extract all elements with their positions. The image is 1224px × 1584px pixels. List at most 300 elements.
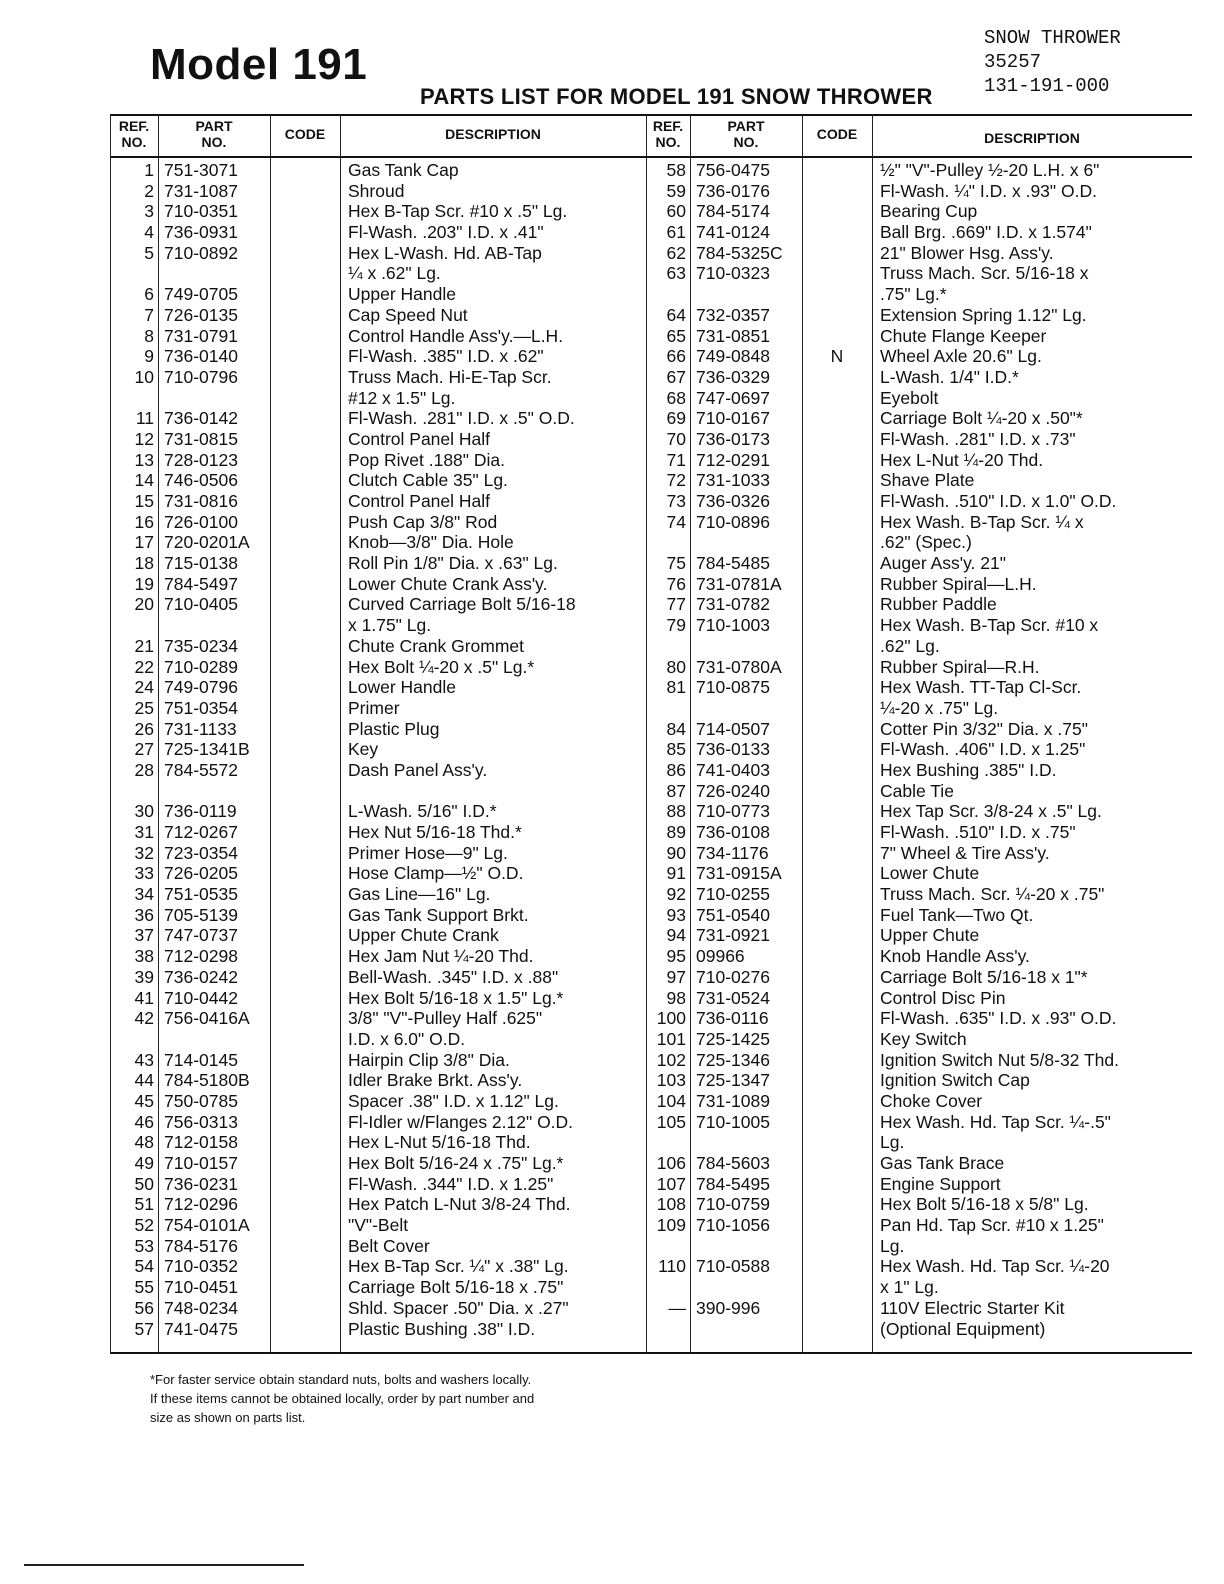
ref-number: 55 (134, 1277, 154, 1298)
table-row (646, 863, 1192, 884)
description-cell: I.D. x 6.0" O.D. (348, 1028, 466, 1049)
part-number: 747-0697 (696, 387, 770, 408)
ref-number: 106 (656, 1153, 686, 1173)
ref-number: 74 (666, 511, 686, 532)
ref-number: 90 (666, 842, 686, 863)
ref-number: 6 (144, 284, 154, 305)
ref-number: 53 (134, 1235, 154, 1256)
description-cell: Spacer .38" I.D. x 1.12" Lg. (348, 1090, 559, 1111)
part-number: 710-0759 (696, 1194, 770, 1215)
table-row (110, 1236, 646, 1257)
part-number: 726-0100 (164, 511, 238, 532)
description-cell: Idler Brake Brkt. Ass'y. (348, 1070, 523, 1091)
ref-number: 52 (134, 1215, 154, 1236)
part-number: 756-0313 (164, 1111, 238, 1132)
description-cell: Eyebolt (880, 387, 939, 408)
part-number: 751-0535 (164, 884, 238, 905)
parts-column-right (646, 160, 1192, 1339)
ref-number: 15 (134, 491, 154, 511)
ref-number: 105 (656, 1111, 686, 1132)
part-number: 710-0405 (164, 594, 238, 615)
table-row (110, 1215, 646, 1236)
table-row (646, 532, 1192, 553)
part-number: 710-0323 (696, 263, 770, 284)
ref-number: 13 (134, 449, 154, 470)
table-row (110, 1050, 646, 1071)
part-number: 728-0123 (164, 449, 238, 470)
part-number: 710-0157 (164, 1153, 238, 1173)
description-cell: .62" Lg. (880, 635, 940, 656)
header-ref-no: REF. NO. (118, 118, 150, 150)
description-cell: Wheel Axle 20.6" Lg. (880, 346, 1042, 367)
table-row (110, 491, 646, 512)
table-row (646, 284, 1192, 305)
part-number: 754-0101A (164, 1215, 250, 1236)
table-row (646, 1174, 1192, 1195)
description-cell: Primer Hose—9" Lg. (348, 842, 508, 863)
description-cell: Fuel Tank—Two Qt. (880, 904, 1034, 925)
ref-number: 42 (134, 1008, 154, 1029)
table-row (110, 326, 646, 347)
description-cell: Cotter Pin 3/32" Dia. x .75" (880, 718, 1088, 739)
table-top-rule (110, 114, 1192, 116)
part-number: 736-0116 (696, 1008, 769, 1029)
description-cell: Fl-Wash. .203" I.D. x .41" (348, 222, 544, 243)
table-row (646, 657, 1192, 678)
part-number: 710-1003 (696, 615, 770, 636)
ref-number: 70 (666, 428, 686, 449)
table-row (110, 553, 646, 574)
table-row (110, 615, 646, 636)
ref-number: 16 (134, 511, 154, 532)
ref-number: 110 (658, 1256, 686, 1277)
table-row (110, 429, 646, 450)
part-number: 747-0737 (164, 925, 238, 946)
parts-list-title: PARTS LIST FOR MODEL 191 SNOW THROWER (420, 84, 933, 109)
table-row (110, 284, 646, 305)
ref-number: 48 (134, 1132, 154, 1153)
ref-number: 108 (656, 1194, 686, 1215)
part-number: 731-1089 (696, 1090, 770, 1111)
table-row (110, 222, 646, 243)
ref-number: 12 (134, 428, 154, 449)
ref-number: 17 (134, 532, 154, 553)
ref-number: 26 (134, 718, 154, 739)
ref-number: 63 (666, 263, 686, 284)
table-row (646, 946, 1192, 967)
table-row (646, 470, 1192, 491)
part-number: 784-5495 (696, 1173, 770, 1194)
table-row (646, 326, 1192, 347)
part-number: 731-1087 (164, 180, 238, 201)
part-number: 756-0475 (696, 160, 770, 180)
table-row (646, 243, 1192, 264)
table-row (646, 1132, 1192, 1153)
description-cell: Hex Wash. B-Tap Scr. ¼ x (880, 511, 1084, 532)
description-cell: Ignition Switch Nut 5/8-32 Thd. (880, 1049, 1119, 1070)
ref-number: 22 (134, 656, 154, 677)
description-cell: .75" Lg.* (880, 284, 947, 305)
part-number: 736-0326 (696, 491, 770, 511)
part-number: 710-1005 (696, 1111, 770, 1132)
footnote-line: size as shown on parts list. (150, 1410, 306, 1425)
part-number: 731-0781A (696, 573, 782, 594)
ref-number: 39 (134, 966, 154, 987)
part-number: 710-0588 (696, 1256, 770, 1277)
ref-number: 94 (666, 925, 686, 946)
description-cell: Hex Patch L-Nut 3/8-24 Thd. (348, 1194, 571, 1215)
table-row (646, 450, 1192, 471)
part-number: 731-0816 (164, 491, 238, 511)
description-cell: Fl-Wash. .281" I.D. x .73" (880, 428, 1076, 449)
description-cell: Lg. (880, 1235, 905, 1256)
description-cell: ¼-20 x .75" Lg. (880, 697, 999, 718)
part-number: 732-0357 (696, 304, 770, 325)
footnote-line: *For faster service obtain standard nuts, bolts and washers locally. (150, 1372, 532, 1387)
part-number: 726-0135 (164, 304, 238, 325)
part-number: 725-1347 (696, 1070, 770, 1091)
description-cell: Key Switch (880, 1028, 967, 1049)
table-row (646, 967, 1192, 988)
part-number: 731-0921 (696, 925, 770, 946)
description-cell: 7" Wheel & Tire Ass'y. (880, 842, 1050, 863)
part-number: 712-0267 (164, 822, 238, 842)
part-number: 710-0167 (696, 408, 770, 429)
description-cell: Belt Cover (348, 1235, 430, 1256)
part-number: 751-3071 (164, 160, 238, 180)
table-row (110, 636, 646, 657)
ref-number: 75 (666, 553, 686, 574)
part-number: 736-0931 (164, 222, 238, 243)
description-cell: Dash Panel Ass'y. (348, 759, 488, 780)
table-row (646, 222, 1192, 243)
page-edge-rule (24, 1564, 304, 1566)
ref-number: 46 (134, 1111, 154, 1132)
parts-table (110, 114, 1192, 1354)
description-cell: Choke Cover (880, 1090, 983, 1111)
ref-number: 87 (666, 780, 686, 801)
table-row (110, 532, 646, 553)
ref-number: 9 (144, 346, 154, 367)
header-description: DESCRIPTION (984, 130, 1080, 146)
ref-number: 79 (666, 615, 686, 636)
description-cell: Hex Bushing .385" I.D. (880, 759, 1057, 780)
table-row (110, 946, 646, 967)
ref-number: 62 (666, 242, 686, 263)
part-number: 784-5174 (696, 201, 770, 222)
part-number: 714-0145 (164, 1049, 238, 1070)
description-cell: Lower Chute (880, 863, 980, 884)
ref-number: 44 (134, 1070, 154, 1091)
part-number: 712-0296 (164, 1194, 238, 1215)
table-row (110, 512, 646, 533)
table-row (110, 1091, 646, 1112)
table-row (110, 450, 646, 471)
part-number: 736-0142 (164, 408, 238, 429)
ref-number: 98 (666, 987, 686, 1008)
part-number: 784-5176 (164, 1235, 238, 1256)
ref-number: 76 (666, 573, 686, 594)
table-row (646, 1277, 1192, 1298)
table-row (646, 1298, 1192, 1319)
table-row (110, 243, 646, 264)
ref-number: 84 (666, 718, 686, 739)
model-title: Model 191 (150, 40, 368, 89)
description-cell: Knob—3/8" Dia. Hole (348, 532, 514, 553)
ref-number: 25 (134, 697, 154, 718)
table-row (110, 677, 646, 698)
description-cell: Hex Tap Scr. 3/8-24 x .5" Lg. (880, 801, 1102, 822)
table-row (646, 822, 1192, 843)
description-cell: ¼ x .62" Lg. (348, 263, 441, 284)
description-cell: Fl-Wash. .510" I.D. x .75" (880, 822, 1076, 842)
table-row (110, 181, 646, 202)
table-row (646, 553, 1192, 574)
description-cell: (Optional Equipment) (880, 1318, 1046, 1339)
table-row (646, 388, 1192, 409)
description-cell: Knob Handle Ass'y. (880, 946, 1030, 967)
description-cell: Extension Spring 1.12" Lg. (880, 304, 1087, 325)
description-cell: Clutch Cable 35" Lg. (348, 470, 508, 491)
ref-number: 92 (666, 884, 686, 905)
ref-number: 102 (656, 1049, 686, 1070)
part-number: 725-1341B (164, 739, 250, 760)
description-cell: Fl-Wash. .510" I.D. x 1.0" O.D. (880, 491, 1117, 511)
table-row (646, 636, 1192, 657)
table-row (110, 967, 646, 988)
table-row (110, 801, 646, 822)
description-cell: Cap Speed Nut (348, 304, 468, 325)
description-cell: Control Panel Half (348, 491, 491, 511)
table-row (110, 1298, 646, 1319)
table-row (646, 1215, 1192, 1236)
table-row (646, 367, 1192, 388)
ref-number: 49 (134, 1153, 154, 1173)
part-number: 736-0108 (696, 822, 770, 842)
description-cell: Ignition Switch Cap (880, 1070, 1030, 1091)
part-number: 736-0140 (164, 346, 238, 367)
table-row (110, 1194, 646, 1215)
part-number: 726-0205 (164, 863, 238, 884)
table-row (646, 346, 1192, 367)
table-row (646, 1091, 1192, 1112)
description-cell: Hex Nut 5/16-18 Thd.* (348, 822, 522, 842)
description-cell: Plastic Bushing .38" I.D. (348, 1318, 536, 1339)
ref-number: 58 (666, 160, 686, 180)
ref-number: 50 (134, 1173, 154, 1194)
part-number: 736-0329 (696, 366, 770, 387)
table-row (646, 491, 1192, 512)
table-row (110, 201, 646, 222)
ref-number: 60 (666, 201, 686, 222)
part-number: 710-0892 (164, 242, 238, 263)
table-row (110, 822, 646, 843)
table-row (646, 574, 1192, 595)
table-row (646, 988, 1192, 1009)
ref-number: 86 (666, 759, 686, 780)
ref-number: 71 (666, 449, 686, 470)
description-cell: Control Panel Half (348, 428, 491, 449)
table-row (646, 1029, 1192, 1050)
part-number: 710-0451 (164, 1277, 238, 1298)
ref-number: 91 (666, 863, 686, 884)
table-row (646, 1112, 1192, 1133)
table-row (110, 388, 646, 409)
table-bottom-rule (110, 1352, 1192, 1354)
part-number: 741-0475 (164, 1318, 238, 1339)
stamp-line: 131-191-000 (984, 75, 1110, 97)
part-number: 756-0416A (164, 1008, 250, 1029)
ref-number: 59 (666, 180, 686, 201)
ref-number: 11 (135, 408, 154, 429)
description-cell: Hex B-Tap Scr. ¼" x .38" Lg. (348, 1256, 569, 1277)
description-cell: Roll Pin 1/8" Dia. x .63" Lg. (348, 553, 558, 574)
part-number: 705-5139 (164, 904, 238, 925)
table-row (110, 1174, 646, 1195)
table-row (646, 1008, 1192, 1029)
description-cell: Upper Chute Crank (348, 925, 499, 946)
part-number: 784-5497 (164, 573, 238, 594)
part-number: 710-0442 (164, 987, 238, 1008)
part-number: 734-1176 (696, 842, 769, 863)
part-number: 726-0240 (696, 780, 770, 801)
table-row (646, 739, 1192, 760)
part-number: 710-1056 (696, 1215, 770, 1236)
part-number: 751-0540 (696, 904, 770, 925)
part-number: 09966 (696, 946, 745, 967)
ref-number: 7 (144, 304, 154, 325)
ref-number: 67 (666, 366, 686, 387)
parts-column-left (110, 160, 646, 1339)
description-cell: Fl-Wash. .385" I.D. x .62" (348, 346, 544, 367)
footnote (150, 1370, 630, 1427)
description-cell: Hairpin Clip 3/8" Dia. (348, 1049, 510, 1070)
table-row (646, 760, 1192, 781)
ref-number: 57 (134, 1318, 154, 1339)
table-row (646, 719, 1192, 740)
part-number: 712-0158 (164, 1132, 238, 1153)
part-number: 710-0875 (696, 677, 770, 698)
ref-number: 100 (656, 1008, 686, 1029)
ref-number: 97 (666, 966, 686, 987)
part-number: 710-0796 (164, 366, 238, 387)
description-cell: Fl-Wash. ¼" I.D. x .93" O.D. (880, 180, 1097, 201)
ref-number: 38 (134, 946, 154, 967)
description-cell: Plastic Plug (348, 718, 440, 739)
description-cell: Gas Tank Brace (880, 1153, 1005, 1173)
part-number: 731-0782 (696, 594, 770, 615)
ref-number: 20 (134, 594, 154, 615)
description-cell: Chute Crank Grommet (348, 635, 525, 656)
table-row (646, 201, 1192, 222)
table-row (110, 739, 646, 760)
table-row (110, 305, 646, 326)
part-number: 725-1346 (696, 1049, 770, 1070)
table-row (646, 801, 1192, 822)
part-number: 390-996 (696, 1297, 761, 1318)
table-row (646, 905, 1192, 926)
table-row (646, 263, 1192, 284)
table-row (110, 884, 646, 905)
ref-number: 101 (656, 1028, 686, 1049)
ref-number: 54 (134, 1256, 154, 1277)
ref-number: 95 (666, 946, 686, 967)
description-cell: Hex Jam Nut ¼-20 Thd. (348, 946, 534, 967)
table-row (110, 263, 646, 284)
table-row (646, 429, 1192, 450)
table-row (646, 1319, 1192, 1340)
ref-number: 34 (134, 884, 154, 905)
ref-number: 45 (134, 1090, 154, 1111)
stamp-line: SNOW THROWER (984, 27, 1121, 49)
table-row (646, 408, 1192, 429)
description-cell: Shave Plate (880, 470, 975, 491)
description-cell: Fl-Wash. .635" I.D. x .93" O.D. (880, 1008, 1117, 1029)
description-cell: Shroud (348, 180, 405, 201)
table-row (110, 781, 646, 802)
description-cell: 110V Electric Starter Kit (880, 1297, 1065, 1318)
ref-number: 65 (666, 325, 686, 346)
ref-number: 33 (134, 863, 154, 884)
header-code: CODE (816, 126, 858, 142)
part-number: 710-0255 (696, 884, 770, 905)
description-cell: Engine Support (880, 1173, 1001, 1194)
part-number: 784-5485 (696, 553, 770, 574)
part-number: 731-0524 (696, 987, 770, 1008)
ref-number: 14 (134, 470, 154, 491)
part-number: 714-0507 (696, 718, 770, 739)
table-row (110, 574, 646, 595)
description-cell: Hex Bolt 5/16-24 x .75" Lg.* (348, 1153, 564, 1173)
table-row (110, 698, 646, 719)
description-cell: .62" (Spec.) (880, 532, 972, 553)
description-cell: Upper Chute (880, 925, 980, 946)
ref-number: 103 (656, 1070, 686, 1091)
description-cell: Pan Hd. Tap Scr. #10 x 1.25" (880, 1215, 1104, 1236)
ref-number: 21 (134, 635, 154, 656)
footnote-line: If these items cannot be obtained locally, order by part number and (150, 1391, 535, 1406)
ref-number: 41 (134, 987, 154, 1008)
part-number: 749-0848 (696, 346, 770, 367)
part-number: 725-1425 (696, 1028, 770, 1049)
table-row (110, 925, 646, 946)
table-row (110, 594, 646, 615)
description-cell: Hex L-Nut ¼-20 Thd. (880, 449, 1044, 470)
ref-number: 27 (134, 739, 154, 760)
table-row (110, 988, 646, 1009)
description-cell: Fl-Wash. .406" I.D. x 1.25" (880, 739, 1086, 760)
part-number: 735-0234 (164, 635, 238, 656)
table-row (110, 1008, 646, 1029)
table-row (646, 677, 1192, 698)
table-row (646, 1153, 1192, 1174)
part-number: 784-5325C (696, 242, 783, 263)
ref-number: 109 (656, 1215, 686, 1236)
ref-number: 18 (134, 553, 154, 574)
description-cell: Fl-Wash. .281" I.D. x .5" O.D. (348, 408, 575, 429)
part-number: 710-0351 (164, 201, 238, 222)
description-cell: Gas Line—16" Lg. (348, 884, 491, 905)
part-number: 710-0352 (164, 1256, 238, 1277)
table-row (110, 1277, 646, 1298)
description-cell: Hex Wash. TT-Tap Cl-Scr. (880, 677, 1082, 698)
part-number: 731-0780A (696, 656, 782, 677)
table-row (110, 408, 646, 429)
ref-number: 3 (144, 201, 154, 222)
part-number: 710-0289 (164, 656, 238, 677)
table-row (646, 615, 1192, 636)
ref-number: 19 (134, 573, 154, 594)
